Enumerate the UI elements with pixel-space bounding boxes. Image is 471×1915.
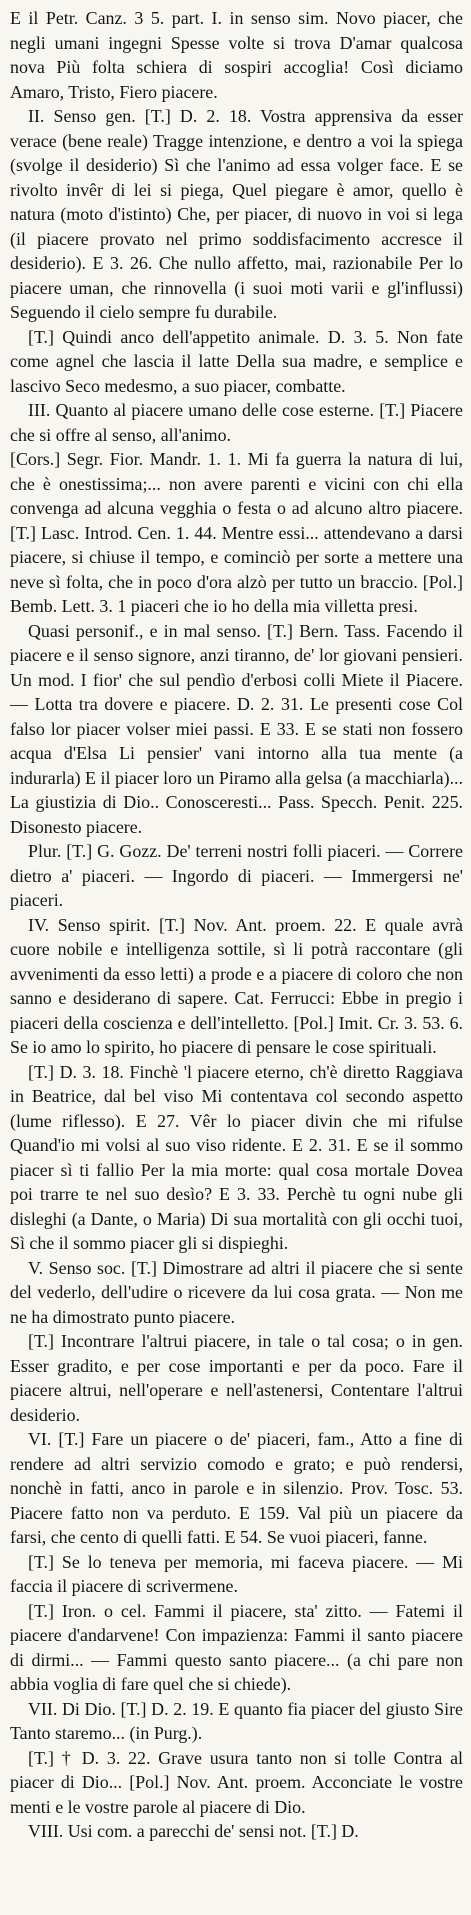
entry-paragraph-7: Plur. [T.] G. Gozz. De' terreni nostri folli piaceri. — Correre dietro a' piaceri. — Ingordo di piaceri. — Immergersi ne' piaceri. bbox=[10, 841, 463, 910]
entry-paragraph-17: VIII. Usi com. a parecchi de' sensi not. [T.] D. bbox=[28, 1821, 359, 1841]
entry-paragraph-15: VII. Di Dio. [T.] D. 2. 19. E quanto fia piacer del giusto Sire Tanto staremo... (in Purg.). bbox=[10, 1698, 463, 1743]
entry-paragraph-8: IV. Senso spirit. [T.] Nov. Ant. proem. 22. E quale avrà cuore nobile e intelligenza sottile, sì li potrà raccontare (gli avvenimenti da esso letti) a prode e a piacere di coloro che non sanno e desiderano di sapere. Cat. Ferrucci: Ebbe in pregio i piaceri della coscienza e dell'intelletto. [Pol.] Imit. Cr. 3. 53. 6. Se io amo lo spirito, ho piacere di pensare le cose spirituali. bbox=[10, 914, 463, 1057]
entry-paragraph-10: V. Senso soc. [T.] Dimostrare ad altri il piacere che si sente del vederlo, dell'udire o ricevere da lui cosa grata. — Non me ne ha dimostrato punto piacere. bbox=[10, 1257, 463, 1327]
entry-paragraph-6: Quasi personif., e in mal senso. [T.] Bern. Tass. Facendo il piacere e il senso signore, anzi tiranno, de' lor giovani pensieri. Un mod. I fior' che sul pendìo d'erbosi colli Miete il Piacere. — Lotta tra dovere e piacere. D. 2. 31. Le presenti cose Col falso lor piacer volser miei passi. E 33. E se stati non fossero acqua d'Elsa Li pensier' vani intorno alla tua mente (a indurarla) E il piacer loro un Piramo alla gelsa (a macchiarla)... La giustizia di Dio.. Conosceresti... Pass. Specch. Penit. 225. Disonesto piacere. bbox=[10, 620, 463, 837]
entry-paragraph-4: III. Quanto al piacere umano delle cose esterne. [T.] Piacere che si offre al senso, all'animo. bbox=[10, 400, 463, 445]
entry-paragraph-12: VI. [T.] Fare un piacere o de' piaceri, fam., Atto a fine di rendere ad altri servizio comodo e grato; e può rendersi, nonchè in fatti, anco in parole e in silenzio. Prov. Tosc. 53. Piacere fatto non va perduto. E 159. Val più un piacere da farsi, che cento di quelli fatti. E 54. Se vuoi piaceri, fanne. bbox=[10, 1429, 463, 1547]
entry-paragraph-16: [T.] † D. 3. 22. Grave usura tanto non si tolle Contra al piacer di Dio... [Pol.] Nov. Ant. proem. Acconciate le vostre menti e le vostre parole al piacere di Dio. bbox=[10, 1747, 463, 1817]
entry-paragraph-1: E il Petr. Canz. 3 5. part. I. in senso sim. Novo piacer, che negli umani ingegni Spesse volte si trova D'amar qualcosa nova Più folta schiera di sospiri accoglia! Così diciamo Amaro, Tristo, Fiero piacere. bbox=[10, 8, 463, 102]
entry-paragraph-2: II. Senso gen. [T.] D. 2. 18. Vostra apprensiva da esser verace (bene reale) Tragge intenzione, e dentro a voi la spiega (svolge il desiderio) Sì che l'animo ad essa volger face. E se rivolto invêr di lei si piega, Quel piegare è amor, quello è natura (moto d'istinto) Che, per piacer, di nuovo in voi si lega (il piacere provato nel primo soddisfacimento accresce il desiderio). E 3. 26. Che nullo affetto, mai, razionabile Per lo piacere uman, che rinnovella (i suoi moti varii e gl'influssi) Seguendo il cielo sempre fu durabile. bbox=[10, 106, 463, 322]
entry-paragraph-9: [T.] D. 3. 18. Finchè 'l piacere eterno, ch'è diretto Raggiava in Beatrice, dal bel viso Mi contentava col secondo aspetto (lume riflesso). E 27. Vêr lo piacer divin che mi rifulse Quand'io mi volsi al suo viso ridente. E 2. 31. E se il sommo piacer sì ti fallio Per la mia morte: qual cosa mortale Dovea poi trarre te nel suo desìo? E 3. 33. Perchè tu ogni nube gli disleghi (a Dante, o Maria) Di sua mortalità con gli occhi tuoi, Sì che il sommo piacer gli si dispieghi. bbox=[10, 1061, 463, 1253]
entry-paragraph-3: [T.] Quindi anco dell'appetito animale. D. 3. 5. Non fate come agnel che lascia il latte Della sua madre, e semplice e lascivo Seco medesmo, a suo piacer, combatte. bbox=[10, 326, 463, 396]
entry-paragraph-5: [Cors.] Segr. Fior. Mandr. 1. 1. Mi fa guerra la natura di lui, che è onestissima;... non avere parenti e vicini con chi ella convenga ad alcuna vegghia o festa o ad alcuno altro piacere. [T.] Lasc. Introd. Cen. 1. 44. Mentre essi... attendevano a darsi piacere, si chiuse il tempo, e cominciò per sorte a mettere una neve sì folta, che in poco d'ora alzò per tutto un braccio. [Pol.] Bemb. Lett. 3. 1 piaceri che io ho della mia villetta presi. bbox=[10, 449, 463, 616]
entry-paragraph-11: [T.] Incontrare l'altrui piacere, in tale o tal cosa; o in gen. Esser gradito, e per cose importanti e per da poco. Fare il piacere altrui, nell'operare e nell'astenersi, Contentare l'altrui desiderio. bbox=[10, 1331, 463, 1425]
entry-paragraph-14: [T.] Iron. o cel. Fammi il piacere, sta' zitto. — Fatemi il piacere d'andarvene! Con impazienza: Fammi il santo piacere di dirmi... — Fammi questo santo piacere... (a chi pare non abbia voglia di fare quel che si chiede). bbox=[10, 1600, 463, 1694]
entry-paragraph-13: [T.] Se lo teneva per memoria, mi faceva piacere. — Mi faccia il piacere di scrivermene. bbox=[10, 1551, 463, 1596]
